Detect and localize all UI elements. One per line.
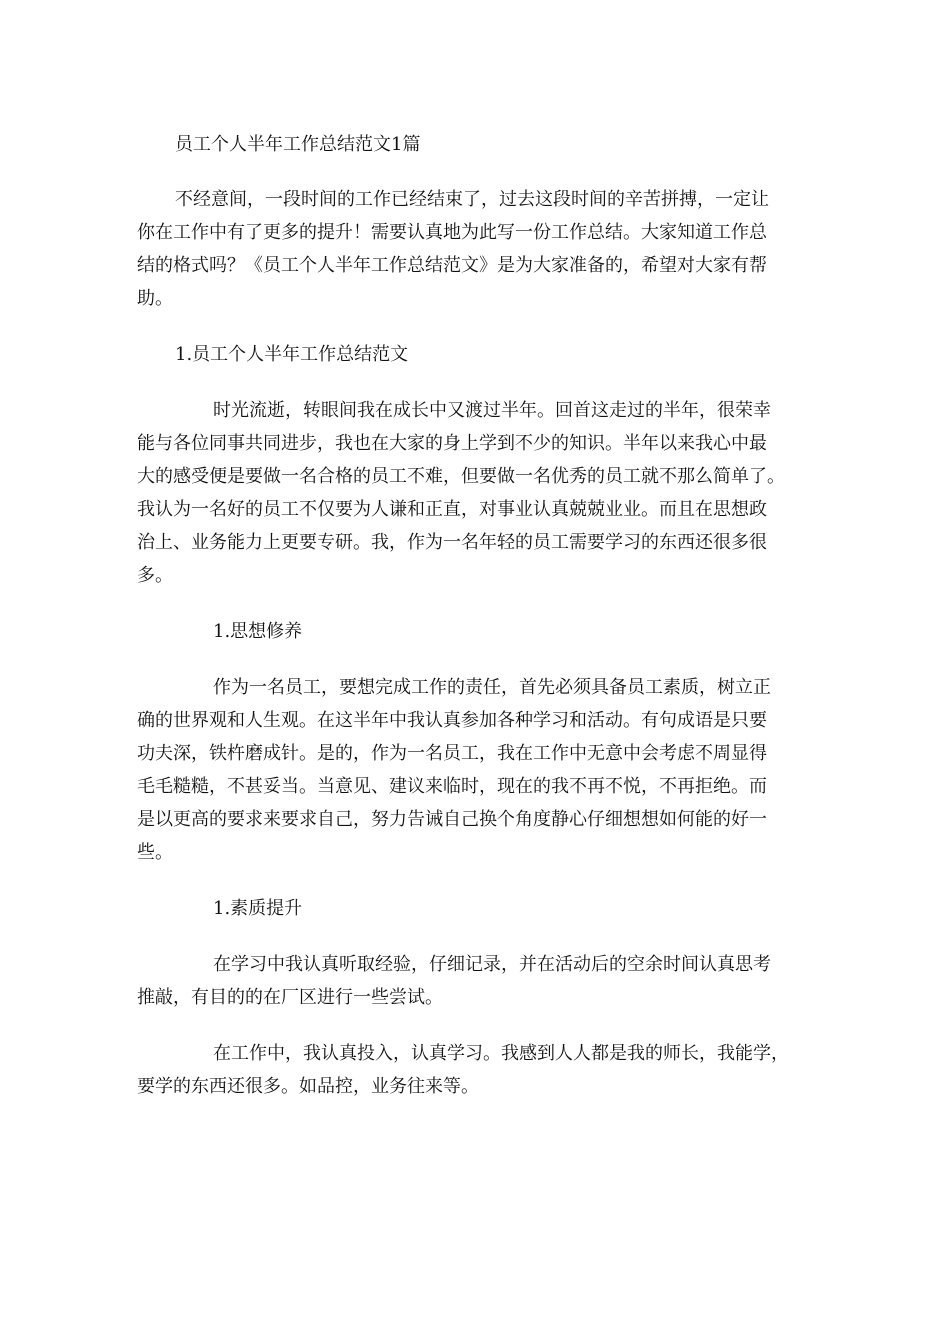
subsection1-line: 毛毛糙糙，不甚妥当。当意见、建议来临时，现在的我不再不悦，不再拒绝。而 [137, 776, 767, 797]
subsection1-line: 是以更高的要求来要求自己，努力告诫自己换个角度静心仔细想想如何能的好一 [137, 809, 767, 830]
spacer [137, 315, 815, 338]
document-title: 员工个人半年工作总结范文1篇 [175, 134, 421, 155]
section1-line: 治上、业务能力上更要专研。我，作为一名年轻的员工需要学习的东西还很多很 [137, 532, 767, 553]
intro-paragraph [137, 183, 815, 315]
subsection2-line: 推敲，有目的的在厂区进行一些尝试。 [137, 987, 443, 1008]
spacer [137, 592, 815, 615]
intro-line: 结的格式吗？《员工个人半年工作总结范文》是为大家准备的，希望对大家有帮 [137, 255, 767, 276]
section1-line: 我认为一名好的员工不仅要为人谦和正直，对事业认真兢兢业业。而且在思想政 [137, 499, 767, 520]
document-content [137, 128, 815, 1103]
section1-line: 时光流逝，转眼间我在成长中又渡过半年。回首这走过的半年，很荣幸 [213, 400, 771, 421]
subsection2-paragraph-2 [137, 1037, 815, 1103]
spacer [137, 648, 815, 671]
intro-line: 你在工作中有了更多的提升！需要认真地为此写一份工作总结。大家知道工作总 [137, 222, 767, 243]
subsection1-line: 确的世界观和人生观。在这半年中我认真参加各种学习和活动。有句成语是只要 [137, 710, 767, 731]
section1-heading: 1.员工个人半年工作总结范文 [175, 344, 409, 365]
spacer [137, 925, 815, 948]
subsection1-line: 功夫深，铁杵磨成针。是的，作为一名员工，我在工作中无意中会考虑不周显得 [137, 743, 767, 764]
subsection2-paragraph-1 [137, 948, 815, 1014]
section1-line: 多。 [137, 565, 173, 586]
intro-line: 不经意间，一段时间的工作已经结束了，过去这段时间的辛苦拼搏，一定让 [175, 189, 769, 210]
subsection2-line: 要学的东西还很多。如品控，业务往来等。 [137, 1076, 479, 1097]
section1-paragraph [137, 394, 815, 592]
subsection1-line: 作为一名员工，要想完成工作的责任，首先必须具备员工素质，树立正 [213, 677, 771, 698]
intro-line: 助。 [137, 288, 173, 309]
spacer [137, 371, 815, 394]
spacer [137, 1014, 815, 1037]
subsection2-line: 在学习中我认真听取经验，仔细记录，并在活动后的空余时间认真思考 [213, 954, 771, 975]
subsection1-line: 些。 [137, 842, 173, 863]
subsection1-paragraph [137, 671, 815, 869]
spacer [137, 869, 815, 892]
section1-line: 大的感受便是要做一名合格的员工不难，但要做一名优秀的员工就不那么简单了。 [137, 466, 785, 487]
subsection2-line: 在工作中，我认真投入，认真学习。我感到人人都是我的师长，我能学， [213, 1043, 789, 1064]
section1-line: 能与各位同事共同进步，我也在大家的身上学到不少的知识。半年以来我心中最 [137, 433, 767, 454]
subsection1-heading: 1.思想修养 [213, 621, 303, 642]
subsection2-heading: 1.素质提升 [213, 898, 303, 919]
spacer [137, 161, 815, 183]
